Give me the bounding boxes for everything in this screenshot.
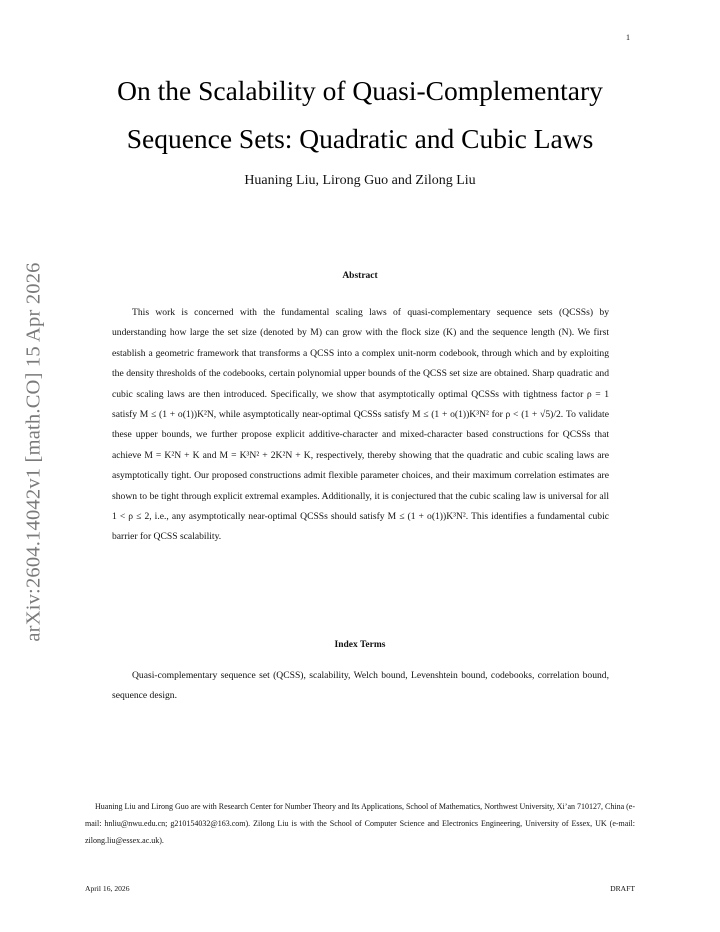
abstract-heading: Abstract	[342, 271, 378, 281]
page-number: 1	[626, 33, 630, 42]
title-line-2: Sequence Sets: Quadratic and Cubic Laws	[126, 123, 594, 154]
title-line-1: On the Scalability of Quasi-Complementary	[117, 75, 603, 106]
index-terms-text: Quasi-complementary sequence set (QCSS), scalability, Welch bound, Levenshtein bound, codebooks, correlation bound, sequence design.	[112, 670, 609, 702]
index-terms-heading: Index Terms	[334, 640, 386, 650]
affiliation-footnote: Huaning Liu and Lirong Guo are with Research Center for Number Theory and Its Applications, School of Mathematics, Northwest University, Xi’an 710127, China (e-mail: hnliu@nwu.edu.cn; g210154032@163.com). Zilong Liu is with the School of Computer Science and Electronics Engineering, University of Essex, UK (e-mail: zilong.liu@essex.ac.uk).	[85, 802, 635, 846]
author-list: Huaning Liu, Lirong Guo and Zilong Liu	[244, 173, 476, 188]
arxiv-stamp: arXiv:2604.14042v1 [math.CO] 15 Apr 2026	[22, 262, 45, 642]
abstract-text: This work is concerned with the fundamental scaling laws of quasi-complementary sequence sets (QCSSs) by understanding how large the set size (denoted by M) can grow with the flock size (K) and the sequence length (N). We first establish a geometric framework that transforms a QCSS into a complex unit-norm codebook, through which and by exploiting the density thresholds of the codebooks, certain polynomial upper bounds of the QCSS set size are obtained. Sharp quadratic and cubic scaling laws are then introduced. Specifically, we show that asymptotically optimal QCSSs with tightness factor ρ = 1 satisfy M ≤ (1 + o(1))K²N, while asymptotically near-optimal QCSSs satisfy M ≤ (1 + o(1))K³N² for ρ < (1 + √5)/2. To validate these upper bounds, we further propose explicit additive-character and mixed-character based constructions for QCSSs that achieve M = K²N + K and M = K³N² + 2K²N + K, respectively, thereby showing that the quadratic and cubic scaling laws are asymptotically tight. Our proposed constructions admit flexible parameter choices, and their maximum correlation estimates are shown to be tight through explicit extremal examples. Additionally, it is conjectured that the cubic scaling law is universal for all 1 < ρ ≤ 2, i.e., any asymptotically near-optimal QCSSs should satisfy M ≤ (1 + o(1))K³N². This identifies a fundamental cubic barrier for QCSS scalability.	[112, 307, 609, 543]
footer-draft-label: DRAFT	[610, 884, 635, 893]
footer-date: April 16, 2026	[85, 884, 130, 893]
paper-title	[60, 67, 660, 163]
